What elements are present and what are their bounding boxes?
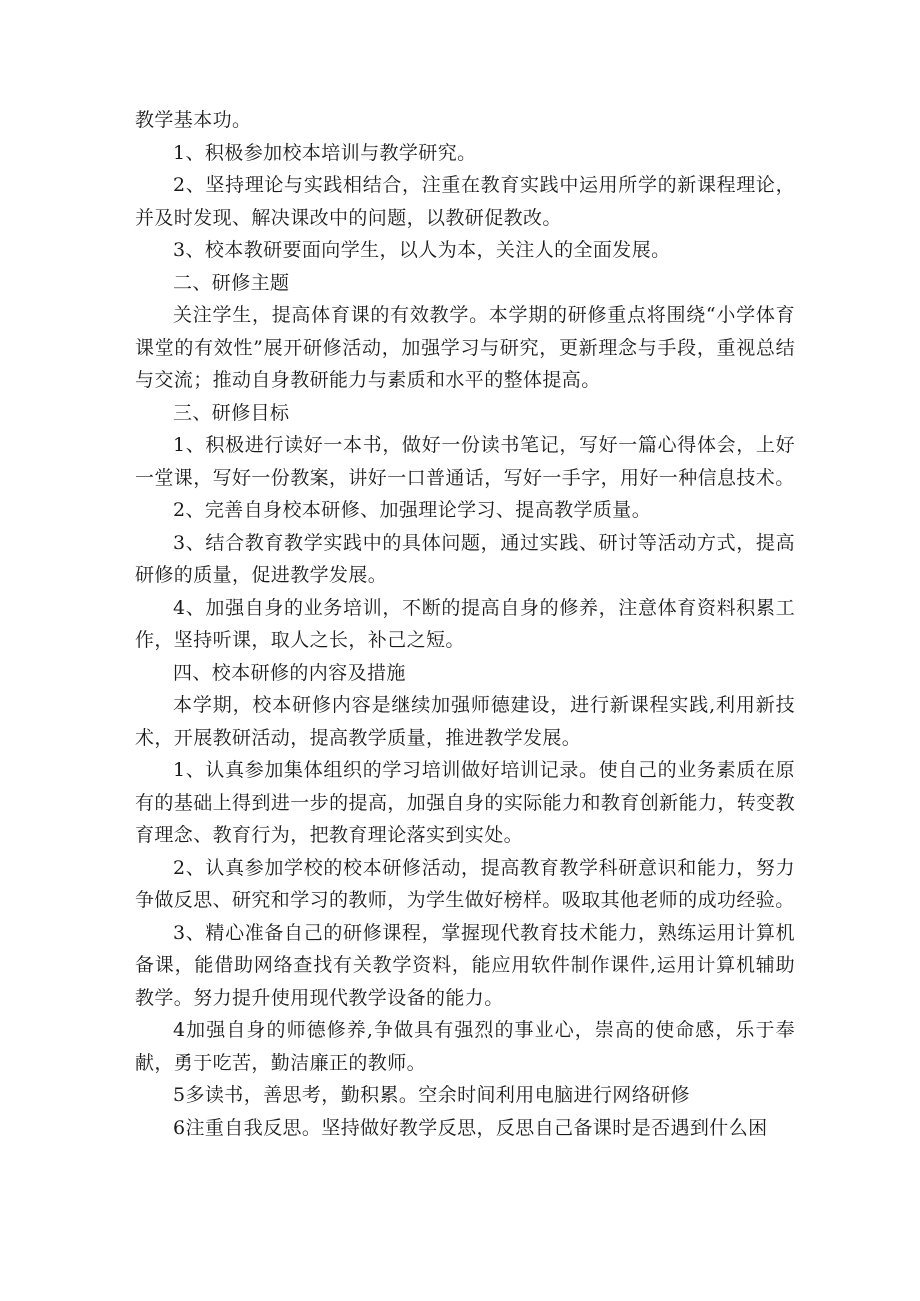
paragraph-continuation: 教学基本功。 [135,109,252,131]
paragraph: 1、认真参加集体组织的学习培训做好培训记录。使自己的业务素质在原有的基础上得到进一步的提高，加强自身的实际能力和教育创新能力，转变教育理念、教育行为，把教育理论落实到实处。 [135,759,795,846]
document-body [135,104,795,1144]
paragraph: 3、精心准备自己的研修课程，掌握现代教育技术能力，熟练运用计算机备课，能借助网络查找有关教学资料，能应用软件制作课件,运用计算机辅助教学。努力提升使用现代教学设备的能力。 [135,921,795,1009]
section-heading: 三、研修目标 [173,401,290,424]
section-heading: 二、研修主题 [173,271,290,294]
paragraph: 2、完善自身校本研修、加强理论学习、提高教学质量。 [173,499,652,521]
paragraph: 6注重自我反思。坚持做好教学反思，反思自己备课时是否遇到什么困 [173,1116,768,1139]
paragraph: 4、加强自身的业务培训，不断的提高自身的修养，注意体育资料积累工作，坚持听课，取人之长，补己之短。 [135,596,795,651]
paragraph: 3、校本教研要面向学生，以人为本，关注人的全面发展。 [173,239,671,261]
paragraph: 4加强自身的师德修养,争做具有强烈的事业心，崇高的使命感，乐于奉献，勇于吃苦，勤洁廉正的教师。 [135,1019,795,1074]
paragraph: 本学期，校本研修内容是继续加强师德建设，进行新课程实践,利用新技术，开展教研活动，提高教学质量，推进教学发展。 [135,694,795,749]
paragraph: 5多读书，善思考，勤积累。空余时间利用电脑进行网络研修 [173,1084,690,1106]
paragraph: 关注学生，提高体育课的有效教学。本学期的研修重点将围绕“小学体育课堂的有效性”展开研修活动，加强学习与研究，更新理念与手段，重视总结与交流；推动自身教研能力与素质和水平的整体提高。 [135,304,795,391]
paragraph: 1、积极进行读好一本书，做好一份读书笔记，写好一篇心得体会，上好一堂课，写好一份教案，讲好一口普通话，写好一手字，用好一种信息技术。 [135,434,795,489]
paragraph: 1、积极参加校本培训与教学研究。 [173,141,477,164]
section-heading: 四、校本研修的内容及措施 [173,661,406,684]
paragraph: 2、认真参加学校的校本研修活动，提高教育教学科研意识和能力，努力争做反思、研究和学习的教师，为学生做好榜样。吸取其他老师的成功经验。 [135,856,795,911]
paragraph: 2、坚持理论与实践相结合，注重在教育实践中运用所学的新课程理论，并及时发现、解决课改中的问题，以教研促教改。 [135,174,795,229]
paragraph: 3、结合教育教学实践中的具体问题，通过实践、研讨等活动方式，提高研修的质量，促进教学发展。 [135,531,795,586]
